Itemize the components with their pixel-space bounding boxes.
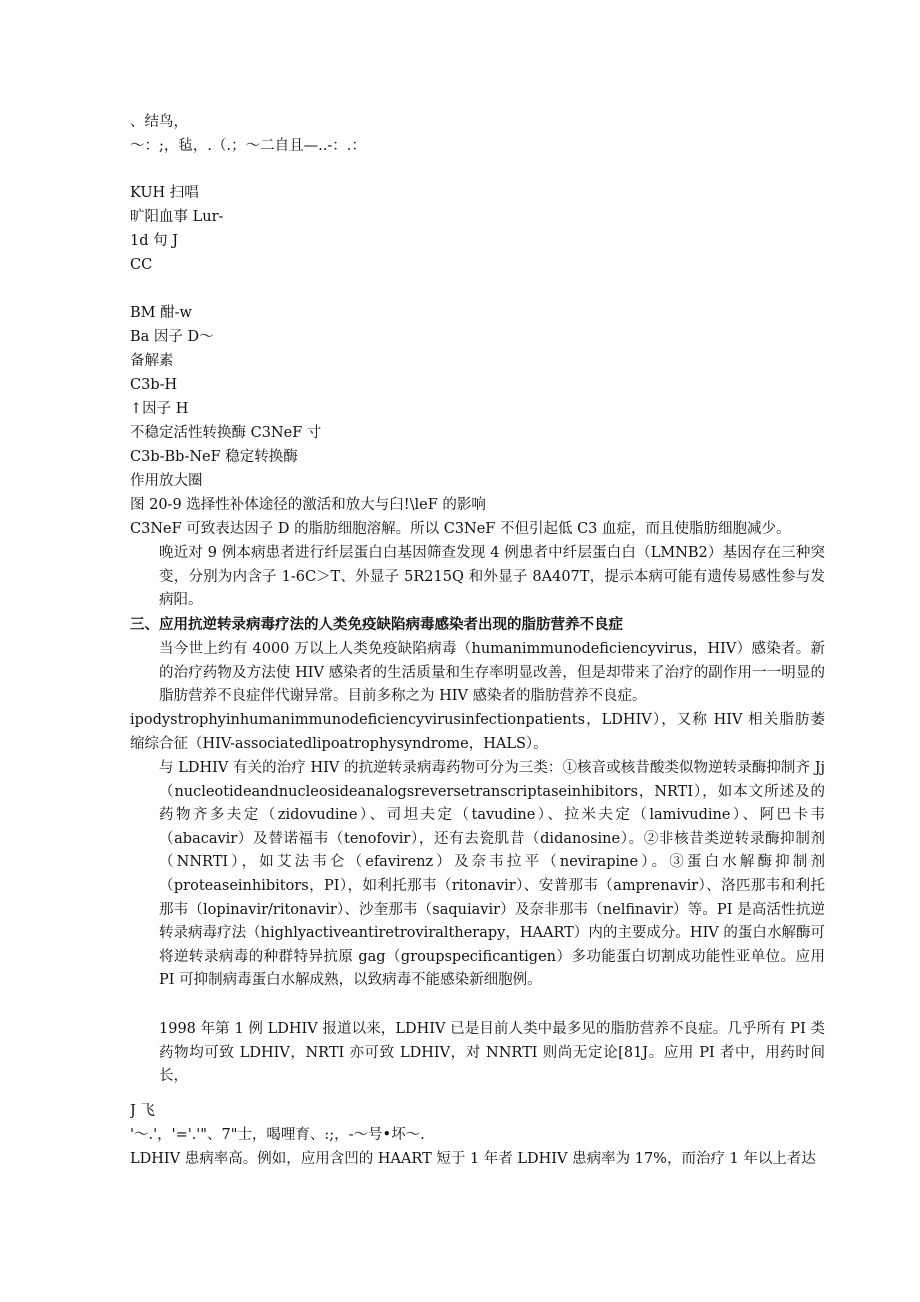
ocr-fragment: 备解素	[130, 353, 174, 369]
paragraph-text: 晚近对 9 例本病患者进行纤层蛋白白基因筛查发现 4 例患者中纤层蛋白白（LMNB2）基因存在三种突变，分别为内含子 1-6C＞T、外显子 5R215Q 和外显子 8A407T，提示本病可能有遗传易感性参与发病阳。	[159, 545, 825, 609]
paragraph-prevalence	[130, 1148, 825, 1172]
paragraph-text: C3NeF 可致表达因子 D 的脂肪细胞溶解。所以 C3NeF 不但引起低 C3 血症，而且使脂肪细胞减少。	[130, 521, 791, 537]
ocr-fragment: BM 酣-w	[130, 305, 192, 321]
paragraph-text: ipodystrophyinhumanimmunodeficiencyvirusinfectionpatients，LDHIV），又称 HIV 相关脂肪萎缩综合征（HIV-associatedlipoatrophysyndrome，HALS）。	[130, 712, 825, 752]
ocr-fragment: 1d 句 J	[130, 233, 179, 249]
paragraph-text: 1998 年第 1 例 LDHIV 报道以来，LDHIV 已是目前人类中最多见的脂肪营养不良症。几乎所有 PI 类药物均可致 LDHIV，NRTI 亦可致 LDHIV，对 NNRTI 则尚无定论[81J。应用 PI 者中，用药时间长，	[159, 1021, 825, 1085]
figure-caption: 图 20-9 选择性补体途径的激活和放大与臼!\leF 的影响	[130, 497, 486, 513]
ocr-fragment: J 飞	[130, 1103, 155, 1119]
ocr-fragment: 、结鸟，	[130, 114, 188, 130]
ocr-fragment: KUH 扫唱	[130, 185, 199, 201]
ocr-fragment: 旷阳血事 Lur-	[130, 209, 224, 225]
paragraph-hiv-intro	[130, 638, 825, 709]
ocr-fragment: CC	[130, 257, 153, 273]
ocr-fragment: ～：;，毡，.（.；～二自且—..-：.：	[130, 138, 366, 154]
paragraph-drug-classes	[130, 757, 825, 993]
ocr-fragment: '～.'，'='.'"、7"士，喝哩育、:;，-～号•坏～.	[130, 1127, 425, 1143]
section-heading: 三、应用抗逆转录病毒疗法的人类免疫缺陷病毒感染者出现的脂肪营养不良症	[130, 617, 623, 633]
ocr-fragment: 不稳定活性转换酶 C3NeF 寸	[130, 425, 322, 441]
paragraph-text: 与 LDHIV 有关的治疗 HIV 的抗逆转录病毒药物可分为三类：①核音或核昔酸类似物逆转录酶抑制齐 Jj（nucleotideandnucleosideanalogsreversetranscriptaseinhibitors，NRTI），如本文所述及的药物齐多夫定（zidovudine）、司坦夫定（tavudine）、拉米夫定（lamivudine）、阿巴卡韦（abacavir）及替诺福韦（tenofovir），还有去瓷肌昔（didanosine）。②非核昔类逆转录酶抑制剂（NNRTI），如艾法韦仑（efavirenz）及奈韦拉平（nevirapine）。③蛋白水解酶抑制剂（proteaseinhibitors，PI），如利托那韦（ritonavir）、安普那韦（amprenavir）、洛匹那韦和利托那韦（lopinavir/ritonavir）、沙奎那韦（saquiavir）及奈非那韦（nelfinavir）等。PI 是高活性抗逆转录病毒疗法（highlyactiveantiretroviraltherapy，HAART）内的主要成分。HIV 的蛋白水解酶可将逆转录病毒的种群特异抗原 gag（groupspecificantigen）多功能蛋白切割成功能性亚单位。应用 PI 可抑制病毒蛋白水解成熟，以致病毒不能感染新细胞例。	[159, 760, 825, 989]
paragraph-1998	[130, 1018, 825, 1089]
paragraph-text: 当今世上约有 4000 万以上人类免疫缺陷病毒（humanimmunodeficiencyvirus，HIV）感染者。新的治疗药物及方法使 HIV 感染者的生活质量和生存率明显改善，但是却带来了治疗的副作用一一明显的脂肪营养不良症伴代谢异常。目前多称之为 HIV 感染者的脂肪营养不良症。	[159, 641, 825, 705]
ocr-fragment: ↑因子 H	[130, 401, 189, 417]
ocr-fragment: Ba 因子 D～	[130, 329, 214, 345]
paragraph-genetic	[130, 542, 825, 613]
ocr-fragment: C3b-Bb-NeF 稳定转换酶	[130, 449, 298, 465]
paragraph-c3nef	[130, 518, 825, 542]
paragraph-hiv-terms	[130, 709, 825, 756]
paragraph-text: LDHIV 患病率高。例如，应用含凹的 HAART 短于 1 年者 LDHIV 患病率为 17%，而治疗 1 年以上者达	[130, 1151, 816, 1167]
ocr-fragment: C3b-H	[130, 377, 178, 393]
ocr-fragment: 作用放大圈	[130, 473, 203, 489]
